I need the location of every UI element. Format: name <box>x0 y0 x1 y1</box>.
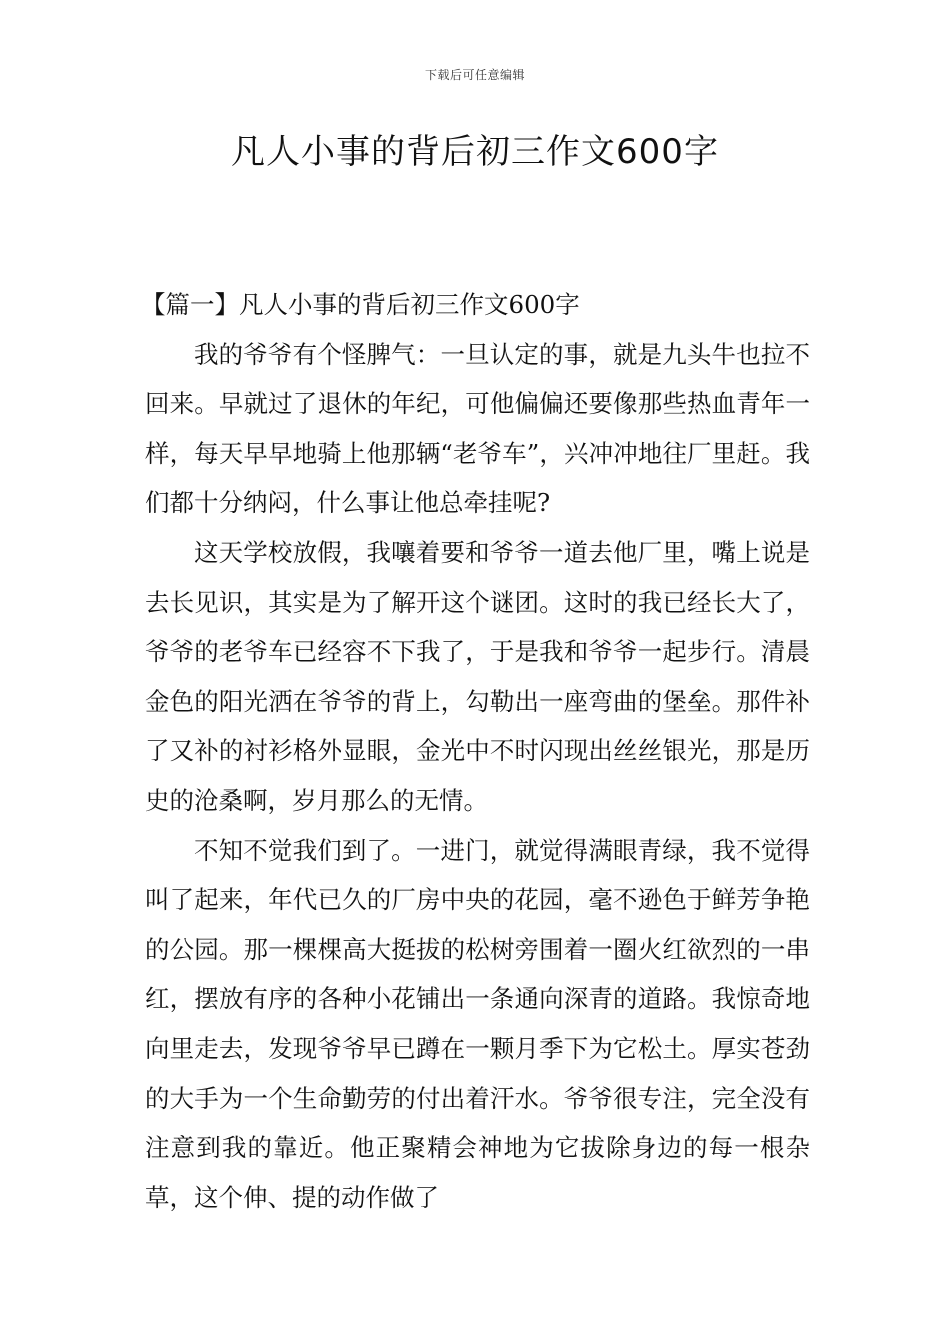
document-title: 凡人小事的背后初三作文600字 <box>231 132 719 172</box>
document-body <box>141 280 810 1222</box>
header-note: 下载后可任意编辑 <box>424 68 525 82</box>
paragraph: 不知不觉我们到了。一进门，就觉得满眼青绿，我不觉得叫了起来，年代已久的厂房中央的花园，毫不逊色于鲜芳争艳的公园。那一棵棵高大挺拔的松树旁围着一圈火红欲烈的一串红，摆放有序的各种小花铺出一条通向深青的道路。我惊奇地向里走去，发现爷爷早已蹲在一颗月季下为它松土。厚实苍劲的大手为一个生命勤劳的付出着汗水。爷爷很专注，完全没有注意到我的靠近。他正聚精会神地为它拔除身边的每一根杂草，这个伸、提的动作做了 <box>145 835 810 1212</box>
paragraph: 这天学校放假，我嚷着要和爷爷一道去他厂里，嘴上说是去长见识，其实是为了解开这个谜团。这时的我已经长大了，爷爷的老爷车已经容不下我了，于是我和爷爷一起步行。清晨金色的阳光洒在爷爷的背上，勾勒出一座弯曲的堡垒。那件补了又补的衬衫格外显眼，金光中不时闪现出丝丝银光，那是历史的沧桑啊，岁月那么的无情。 <box>145 537 810 815</box>
paragraph: 我的爷爷有个怪脾气：一旦认定的事，就是九头牛也拉不回来。早就过了退休的年纪，可他偏偏还要像那些热血青年一样，每天早早地骑上他那辆“老爷车”，兴冲冲地往厂里赶。我们都十分纳闷，什么事让他总牵挂呢? <box>145 339 810 518</box>
section-heading: 【篇一】凡人小事的背后初三作文600字 <box>141 290 580 319</box>
